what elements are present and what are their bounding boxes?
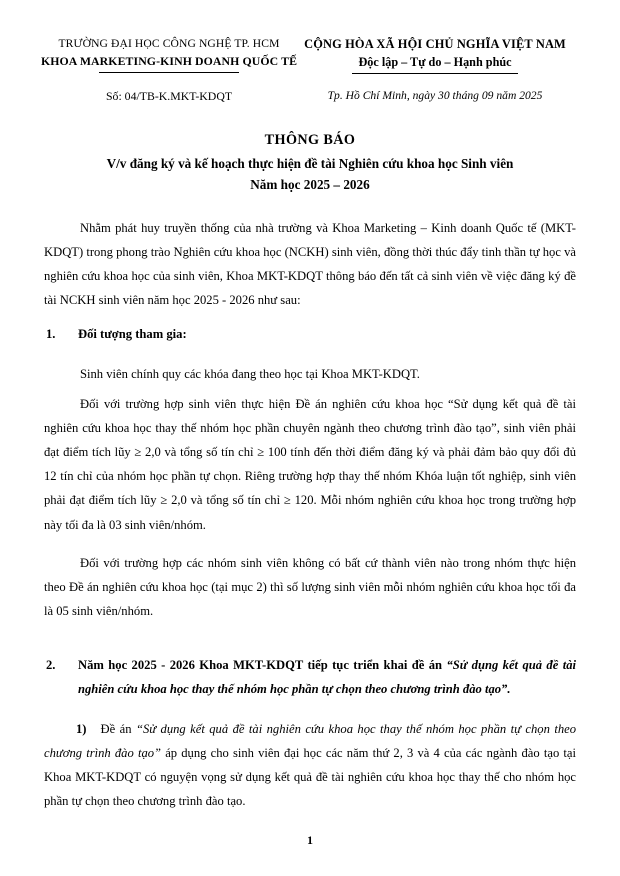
title-block: [44, 130, 576, 196]
section-2-item-1: [44, 717, 576, 814]
section-1-paragraph-1: Sinh viên chính quy các khóa đang theo học tại Khoa MKT-KDQT.: [80, 366, 420, 381]
spacer: [44, 631, 576, 643]
section-2-number: 2.: [46, 658, 56, 673]
page-subtitle-line-2: Năm học 2025 – 2026: [250, 177, 370, 193]
letterhead-right: [294, 36, 576, 74]
place-and-date: Tp. Hồ Chí Minh, ngày 30 tháng 09 năm 2025: [327, 88, 543, 102]
section-1-paragraph-3: Đối với trường hợp các nhóm sinh viên không có bất cứ thành viên nào trong nhóm thực hiện theo Đề án nghiên cứu khoa học (tại mục 2) thì số lượng sinh viên mỗi nhóm nghiên cứu khoa học tối đa là 05 sinh viên/nhóm.: [44, 555, 576, 619]
faculty-name: KHOA MARKETING-KINH DOANH QUỐC TẾ: [40, 53, 298, 68]
section-1-paragraph-2: Đối với trường hợp sinh viên thực hiện Đề án nghiên cứu khoa học “Sử dụng kết quả đề tài nghiên cứu khoa học thay thế nhóm học phần chuyên ngành theo chương trình đào tạo”, sinh viên phải đạt điểm tích lũy ≥ 2,0 và tổng số tín chỉ ≥ 100 tính đến thời điểm đăng ký và phải đảm bảo quy đổi đủ 12 tín chỉ của nhóm học phần tự chọn. Riêng trường hợp thay thế nhóm Khóa luận tốt nghiệp, sinh viên phải đạt điểm tích lũy ≥ 2,0 và tổng số tín chỉ ≥ 120. Mỗi nhóm nghiên cứu khoa học trong trường hợp này tối đa là 03 sinh viên/nhóm.: [44, 396, 576, 532]
university-name: TRƯỜNG ĐẠI HỌC CÔNG NGHỆ TP. HCM: [58, 37, 280, 50]
section-2-heading: [78, 653, 576, 701]
section-2-item-1-italic: “Sử dụng kết quả đề tài nghiên cứu khoa học thay thế nhóm học phần tự chọn theo chương trình đào tạo”: [44, 721, 576, 760]
intro-paragraph: Nhằm phát huy truyền thống của nhà trường và Khoa Marketing – Kinh doanh Quốc tế (MKT-KDQT) trong phong trào Nghiên cứu khoa học (NCKH) sinh viên, đồng thời thúc đẩy tinh thần tự học và nghiên cứu khoa học của sinh viên, Khoa MKT-KDQT thông báo đến tất cả sinh viên về việc đăng ký đề tài NCKH sinh viên năm học 2025 - 2026 như sau:: [44, 220, 576, 308]
spacer: [44, 702, 576, 708]
spacer: [44, 347, 576, 353]
national-motto-underline: [352, 73, 518, 74]
section-2-item-1-lead: Đề án: [100, 721, 136, 736]
section-2-heading-italic: “Sử dụng kết quả đề tài nghiên cứu khoa học thay thế nhóm học phần tự chọn theo chương trình đào tạo”.: [78, 658, 576, 697]
section-1: [44, 322, 576, 346]
national-title: CỘNG HÒA XÃ HỘI CHỦ NGHĨA VIỆT NAM: [304, 37, 566, 51]
section-2-item-1-tail: áp dụng cho sinh viên đại học các năm thứ 2, 3 và 4 của các ngành đào tạo tại Khoa MKT-KDQT có nguyện vọng sử dụng kết quả đề tài nghiên cứu khoa học thay thế cho nhóm học phần tự chọn theo chương trình đào tạo.: [44, 745, 576, 809]
page-number: 1: [307, 833, 313, 847]
subheader-row: [44, 89, 576, 104]
section-1-heading: Đối tượng tham gia:: [78, 327, 187, 342]
section-2-heading-plain: Năm học 2025 - 2026 Khoa MKT-KDQT tiếp tục triển khai đề án: [78, 658, 447, 673]
faculty-name-underline: [99, 72, 239, 73]
letterhead-left: [40, 36, 298, 73]
section-2-item-1-marker: 1): [76, 721, 87, 736]
document-number: Số: 04/TB-K.MKT-KDQT: [105, 88, 233, 103]
document-body: [44, 216, 576, 814]
section-1-number: 1.: [46, 327, 56, 342]
national-motto: Độc lập – Tự do – Hạnh phúc: [358, 54, 512, 69]
section-2: [44, 653, 576, 701]
page-subtitle-line-1: V/v đăng ký và kế hoạch thực hiện đề tài Nghiên cứu khoa học Sinh viên: [106, 155, 514, 171]
page-title: THÔNG BÁO: [264, 131, 356, 148]
letterhead: [40, 36, 576, 74]
